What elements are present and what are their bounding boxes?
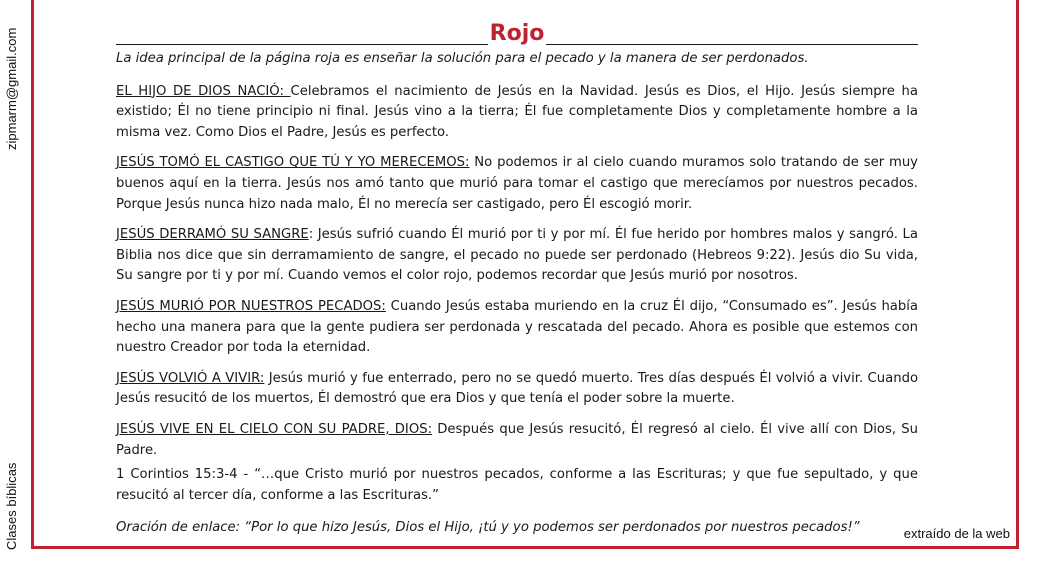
document-content [116, 18, 918, 539]
section-heading: EL HIJO DE DIOS NACIÓ: [116, 83, 291, 99]
section-body: Cuando Jesús estaba muriendo en la cruz Él dijo, “Consumado es”. Jesús había hecho una manera para que la gente pudiera ser perdonada y rescatada del pecado. Ahora es posible que estemos con nuestro Creador por toda la eternidad. [116, 298, 919, 356]
section-heading: JESÚS MURIÓ POR NUESTROS PECADOS: [116, 298, 386, 314]
section-heading: JESÚS VOLVIÓ A VIVIR: [116, 370, 265, 386]
sidebar-email: zipmarm@gmail.com [4, 27, 19, 150]
section-body: : Jesús sufrió cuando Él murió por ti y por mí. Él fue herido por hombres malos y sangró. La Biblia nos dice que sin derramamiento de sangre, el pecado no puede ser perdonado (Hebreos 9:22). Jesús dio Su vida, Su sangre por ti y por mí. Cuando vemos el color rojo, podemos recordar que Jesús murió por nosotros. [116, 227, 918, 284]
section-rose [116, 369, 918, 410]
source-note: extraído de la web [903, 526, 1010, 541]
section-heading: JESÚS DERRAMÓ SU SANGRE [116, 227, 309, 243]
sidebar-label: Clases bíblicas [4, 462, 19, 550]
section-heaven [116, 420, 918, 461]
section-punishment [116, 153, 918, 215]
bible-verse: 1 Corintios 15:3-4 - “…que Cristo murió por nuestros pecados, conforme a las Escrituras; y que fue sepultado, y que resucitó al tercer día, conforme a las Escrituras.” [116, 467, 918, 503]
section-heading: JESÚS TOMÓ EL CASTIGO QUE TÚ Y YO MERECEMOS: [116, 155, 470, 171]
prayer-text: Oración de enlace: “Por lo que hizo Jesús, Dios el Hijo, ¡tú y yo podemos ser perdonados por nuestros pecados!” [116, 520, 860, 536]
section-heading: JESÚS VIVE EN EL CIELO CON SU PADRE, DIOS: [116, 421, 433, 437]
title-rule-right [546, 44, 918, 45]
intro-text: La idea principal de la página roja es enseñar la solución para el pecado y la manera de ser perdonados. [116, 51, 809, 66]
page-title: Rojo [489, 21, 545, 46]
title-rule-left [116, 44, 488, 45]
section-body: Jesús murió y fue enterrado, pero no se quedó muerto. Tres días después Él volvió a vivir. Cuando Jesús resucitó de los muertos, Él demostró que era Dios y que tenía el poder sobre la muerte. [116, 370, 919, 407]
section-blood [116, 225, 918, 287]
section-body: Después que Jesús resucitó, Él regresó al cielo. Él vive allí con Dios, Su Padre. [116, 421, 918, 458]
section-body: No podemos ir al cielo cuando muramos solo tratando de ser muy buenos aquí en la tierra. Jesús nos amó tanto que murió para tomar el castigo que merecíamos por nuestros pecados. Porque Jesús nunca hizo nada malo, Él no merecía ser castigado, pero Él escogió morir. [116, 155, 918, 212]
section-died [116, 297, 918, 359]
section-born [116, 82, 918, 144]
section-body: Celebramos el nacimiento de Jesús en la Navidad. Jesús es Dios, el Hijo. Jesús siempre ha existido; Él no tiene principio ni final. Jesús vino a la tierra; Él fue completamente Dios y completamente hombre a la misma vez. Como Dios el Padre, Jesús es perfecto. [116, 83, 918, 140]
title-row [116, 18, 918, 48]
